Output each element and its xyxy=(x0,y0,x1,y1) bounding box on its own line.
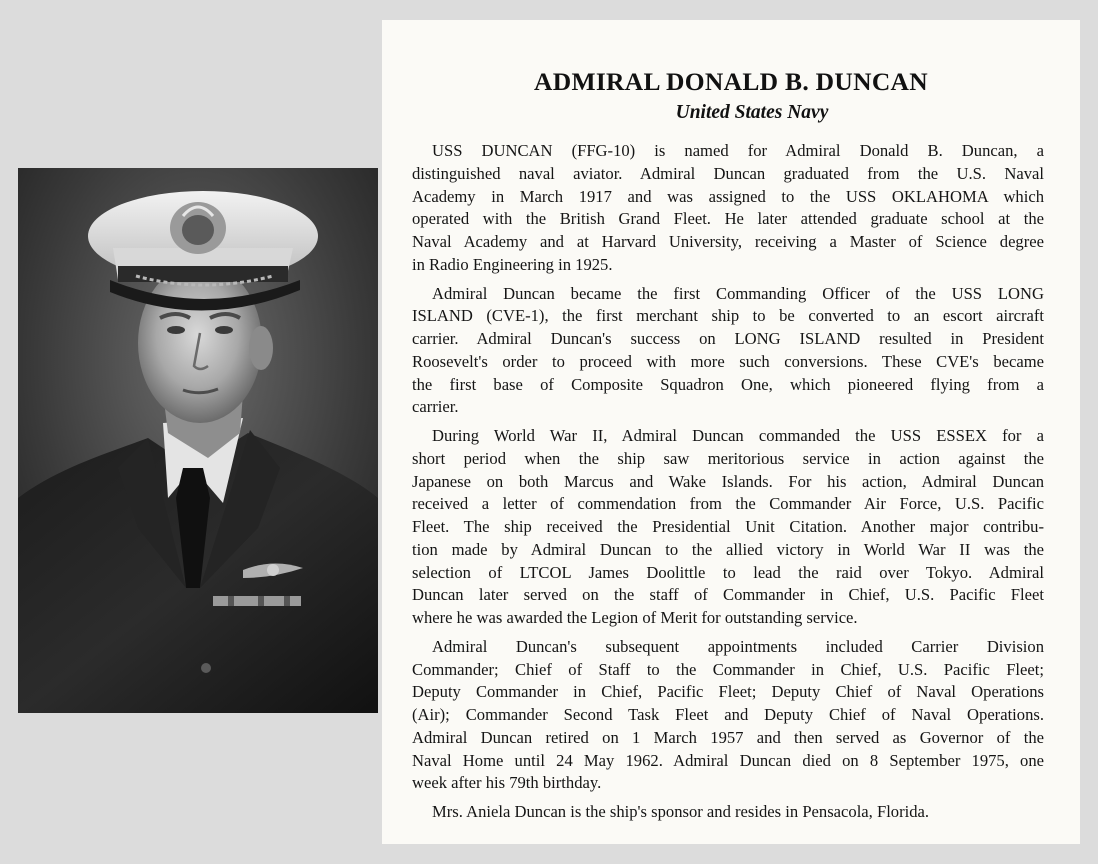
text-line: Mrs. Aniela Duncan is the ship's sponsor and resides in Pensacola, Florida. xyxy=(432,802,930,821)
text-line: in Radio Engineering in 1925. xyxy=(412,254,613,274)
paragraph xyxy=(412,140,1044,277)
text-line: Roosevelt's order to proceed with more such conversions. These CVE's became xyxy=(412,351,1044,371)
text-line: USS DUNCAN (FFG-10) is named for Admiral Donald B. Duncan, a xyxy=(432,141,1044,160)
text-line: (Air); Commander Second Task Fleet and Deputy Chief of Naval Operations. xyxy=(412,705,1044,724)
paragraph xyxy=(412,283,1044,420)
text-line: week after his 79th birthday. xyxy=(412,773,602,793)
text-line: Admiral Duncan retired on 1 March 1957 and then served as Governor of the xyxy=(412,727,1044,747)
text-line: Academy in March 1917 and was assigned to the USS OKLAHOMA which xyxy=(412,186,1044,206)
text-line: received a letter of commendation from the Commander Air Force, U.S. Pacific xyxy=(412,494,1044,514)
text-line: Duncan later served on the staff of Commander in Chief, U.S. Pacific Fleet xyxy=(412,585,1044,605)
text-line: carrier. xyxy=(412,397,459,417)
text-line: Deputy Commander in Chief, Pacific Fleet; Deputy Chief of Naval Operations xyxy=(412,682,1044,702)
text-line: Admiral Duncan's subsequent appointments included Carrier Division xyxy=(432,636,1044,656)
document-page xyxy=(382,20,1080,844)
text-line: Naval Home until 24 May 1962. Admiral Duncan died on 8 September 1975, one xyxy=(412,750,1044,770)
text-line: short period when the ship saw meritorious service in action against the xyxy=(412,448,1044,468)
portrait-illustration xyxy=(18,168,378,713)
text-line: carrier. Admiral Duncan's success on LONG ISLAND resulted in President xyxy=(412,329,1044,348)
text-line: the first base of Composite Squadron One, which pioneered flying from a xyxy=(412,374,1044,394)
text-line: ISLAND (CVE-1), the first merchant ship to be converted to an escort aircraft xyxy=(412,306,1044,326)
page-title: ADMIRAL DONALD B. DUNCAN xyxy=(534,67,928,96)
text-line: Fleet. The ship received the Presidential Unit Citation. Another major contribu- xyxy=(412,517,1044,536)
portrait-photo xyxy=(18,168,378,713)
paragraph xyxy=(412,801,1044,824)
text-line: During World War II, Admiral Duncan commanded the USS ESSEX for a xyxy=(432,426,1044,445)
text-line: tion made by Admiral Duncan to the allied victory in World War II was the xyxy=(412,539,1044,559)
paragraph xyxy=(412,636,1044,795)
text-line: Commander; Chief of Staff to the Commander in Chief, U.S. Pacific Fleet; xyxy=(412,659,1044,679)
text-line: operated with the British Grand Fleet. He later attended graduate school at the xyxy=(412,209,1044,229)
text-line: distinguished naval aviator. Admiral Duncan graduated from the U.S. Naval xyxy=(412,163,1044,183)
text-line: Naval Academy and at Harvard University, receiving a Master of Science degree xyxy=(412,232,1044,251)
text-line: Japanese on both Marcus and Wake Islands. For his action, Admiral Duncan xyxy=(412,471,1044,491)
document-body xyxy=(412,140,1044,830)
text-line: selection of LTCOL James Doolittle to lead the raid over Tokyo. Admiral xyxy=(412,562,1044,582)
paragraph xyxy=(412,425,1044,630)
text-line: Admiral Duncan became the first Commanding Officer of the USS LONG xyxy=(432,283,1044,303)
page-subtitle: United States Navy xyxy=(675,102,829,123)
text-line: where he was awarded the Legion of Merit for outstanding service. xyxy=(412,608,858,627)
